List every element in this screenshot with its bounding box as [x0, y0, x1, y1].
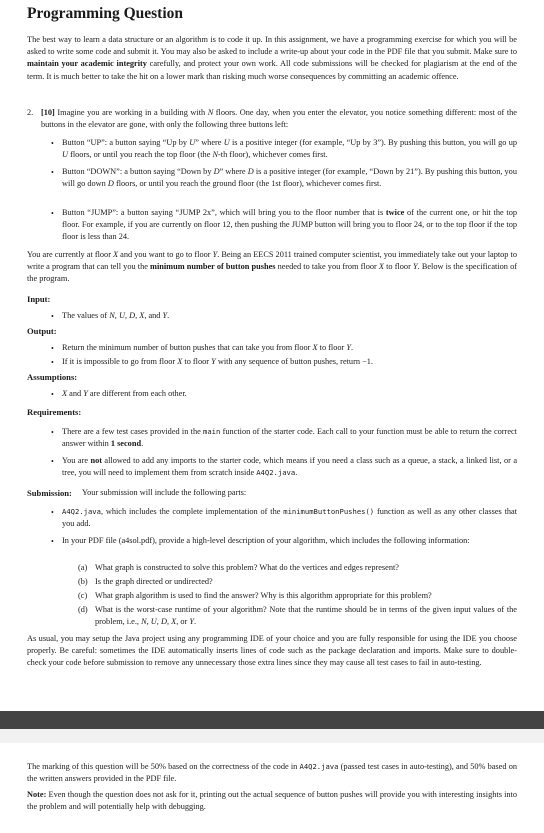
subitem-mark: (c): [78, 591, 88, 600]
bullet-icon: •: [51, 209, 54, 218]
output-label: Output:: [27, 326, 57, 336]
input-item: The values of N, U, D, X, and Y.: [62, 311, 170, 320]
submission-label: Submission:: [27, 488, 72, 498]
intro-paragraph: The best way to learn a data structure or an algorithm is to code it up. In this assignment, we have a programming exercise for which you will be asked to write some code and submit it. You may also be asked to include a write-up about your code in the PDF file that you submit. Make sure to maintain your academic integrity carefully, and protect your own work. All code submissions will be checked for plagiarism at the end of the term. It is much better to take the hit on a lower mark than risking much worse consequences by committing an academic offence.: [27, 35, 517, 81]
submission-lead: Your submission will include the following parts:: [82, 488, 247, 497]
subitem-text: What graph algorithm is used to find the answer? Why is this algorithm appropriate for this problem?: [95, 591, 432, 600]
page-break-gap: [0, 729, 544, 743]
button-jump-item: Button “JUMP”: a button saying “JUMP 2x”, which will bring you to the floor number that is twice of the current one, or hit the top floor. For example, if you are currently on floor 12, then pushing the JUMP button will bring you to floor 24, or to the top floor if the top floor is less than 24.: [62, 208, 517, 242]
output-item: If it is impossible to go from floor X to floor Y with any sequence of button pushes, return −1.: [62, 357, 373, 366]
bullet-icon: •: [51, 428, 54, 437]
bullet-icon: •: [51, 344, 54, 353]
bullet-icon: •: [51, 457, 54, 466]
assumption-item: X and Y are different from each other.: [62, 389, 187, 398]
page-title: Programming Question: [27, 5, 183, 22]
bullet-icon: •: [51, 390, 54, 399]
subitem-mark: (a): [78, 563, 88, 572]
subitem-text: Is the graph directed or undirected?: [95, 577, 213, 586]
bullet-icon: •: [51, 508, 54, 517]
note-paragraph: Note: Even though the question does not ask for it, printing out the actual sequence of button pushes will provide you with interesting insights into the problem and will potentially help with debugging.: [27, 790, 517, 812]
question-text: [10] Imagine you are working in a building with N floors. One day, when you enter the elevator, you notice something different: most of the buttons in the elevator are gone, with only the following three buttons left:: [41, 108, 517, 130]
submission-item: In your PDF file (a4sol.pdf), provide a high-level description of your algorithm, which includes the following information:: [62, 536, 470, 545]
assumptions-label: Assumptions:: [27, 372, 78, 382]
bullet-icon: •: [51, 537, 54, 546]
scenario-paragraph: You are currently at floor X and you want to go to floor Y. Being an EECS 2011 trained computer scientist, you immediately take out your laptop to write a program that can tell you the minimum number of button pushes needed to take you from floor X to floor Y. Below is the specification of the program.: [27, 250, 517, 284]
question-number: 2.: [27, 108, 34, 117]
subitem-mark: (b): [78, 577, 88, 586]
requirement-item: There are a few test cases provided in the main function of the starter code. Each call to your function must be able to return the correct answer within 1 second.: [62, 427, 517, 449]
button-down-item: Button “DOWN”: a button saying “Down by D” where D is a positive integer (for example, “Down by 21”). By pushing this button, you will go down D floors, or until you reach the ground floor (the 1st floor), whichever comes first.: [62, 167, 517, 189]
subitem-text: What graph is constructed to solve this problem? What do the vertices and edges represent?: [95, 563, 399, 572]
input-label: Input:: [27, 294, 51, 304]
requirements-label: Requirements:: [27, 407, 82, 417]
requirement-item: You are not allowed to add any imports to the starter code, which means if you need a class such as a queue, a stack, a linked list, or a tree, you will need to implement them from scratch inside A4Q2.java.: [62, 456, 518, 478]
button-up-item: Button “UP”: a button saying “Up by U” where U is a positive integer (for example, “Up by 3”). By pushing this button, you will go up U floors, or until you reach the top floor (the N-th floor), whichever comes first.: [62, 138, 517, 160]
bullet-icon: •: [51, 168, 54, 177]
marking-paragraph: The marking of this question will be 50% based on the correctness of the code in A4Q2.java (passed test cases in auto-testing), and 50% based on the written answers provided in the PDF file.: [27, 762, 517, 784]
bullet-icon: •: [51, 139, 54, 148]
subitem-mark: (d): [78, 605, 88, 614]
page-break-bar: [0, 711, 544, 729]
output-item: Return the minimum number of button pushes that can take you from floor X to floor Y.: [62, 343, 354, 352]
bullet-icon: •: [51, 312, 54, 321]
bullet-icon: •: [51, 358, 54, 367]
closing-paragraph: As usual, you may setup the Java project using any programming IDE of your choice and you are fully responsible for using the IDE you choose properly. Be careful: sometimes the IDE automatically inserts lines of code such as the package declaration and imports. Make sure to double-check your code before submission to remove any unnecessary those extra lines since they may cause all test cases to fail in auto-testing.: [27, 634, 517, 668]
subitem-text: What is the worst-case runtime of your algorithm? Note that the runtime should be in terms of the given input values of the problem, i.e., N, U, D, X, or Y.: [95, 605, 517, 627]
submission-item: A4Q2.java, which includes the complete implementation of the minimumButtonPushes() function as well as any other classes that you add.: [62, 507, 518, 529]
